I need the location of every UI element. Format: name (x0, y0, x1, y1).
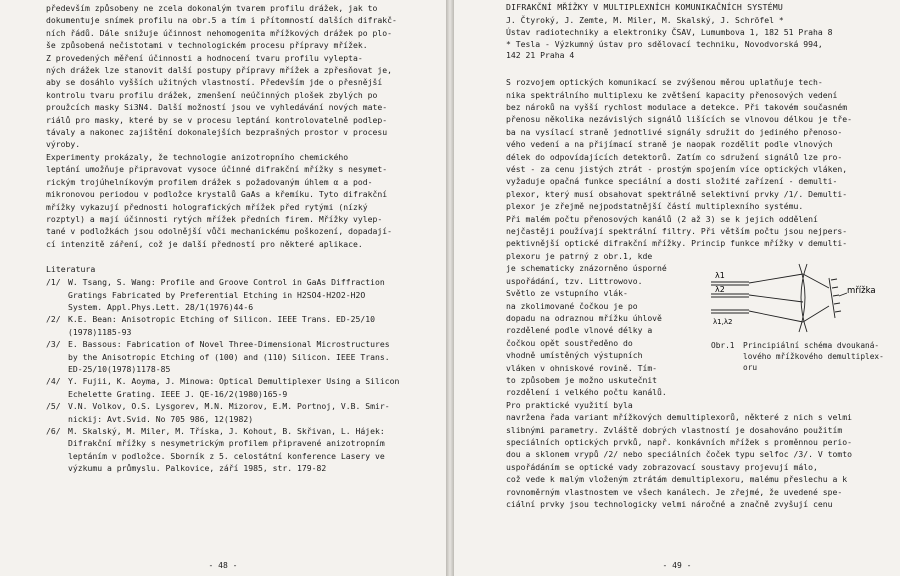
left-paragraph-2: Z provedených měření účinnosti a hodnocení tvaru profilu vylepta- ných drážek lze stanovit další postupy přípravy mřížek a zpřesňovat je, aby se dosáhlo vyšších užitných vlastností. Především jde o přesnější kontrolu tvaru profilu drážek, zmenšení neúčinných plošek zbylých po proužcích masky Si3N4. Další možností jsou ve vyhledávání nových mate- riálů pro masky, které by se v procesu leptání kontrolovatelně podlep- távaly a nakonec zajištění dokonalejších bezprašných prostor v procesu výroby. (46, 52, 392, 150)
left-page (0, 0, 446, 576)
reference-number: /1/ (46, 277, 61, 288)
reference-number: /5/ (46, 401, 61, 412)
lambda12-label: λ1,λ2 (713, 317, 733, 326)
figure-block (506, 250, 890, 399)
right-page-number: - 49 - (662, 561, 692, 570)
lambda1-label: λ1 (715, 270, 725, 280)
right-paragraph-1: S rozvojem optických komunikací se zvýšenou měrou uplatňuje tech- nika spektrálního multiplexu ke zvětšení kapacity přenosových vedení bez nároků na vyšší rychlost modulace a detekce. Při takovém současném přenosu několika nezávislých signálů lišících se vlnovou délkou je tře- ba na vysílací straně jednotlivé signály sdružit do jediného přenoso- vého vedení a na přijímací straně je naopak rozdělit podle vlnových délek do odpovídajících detektorů. Zatím co sdružení signálů lze pro- vést - za cenu jistých ztrát - prostým spojením více optických vláken, vyžaduje opačná funkce speciální a dosti složité zařízení - demulti- plexor, který musí obsahovat spektrálně selektivní prvky /1/. Demulti- plexor je zřejmě nejpodstatnější částí multiplexního systému. (506, 77, 852, 212)
lambda2-label: λ2 (715, 284, 725, 294)
reference-text: Y. Fujii, K. Aoyma, J. Minowa: Optical Demultiplexer Using a Silicon Echelette Grating. IEEE J. QE-16/2(1980)165-9 (68, 376, 400, 399)
figure-caption (711, 340, 886, 373)
caption-text: Principiální schéma dvoukaná- lového mřížkového demultiplex- oru (743, 340, 884, 372)
left-paragraph-3: Experimenty prokázaly, že technologie anizotropního chemického leptání umožňuje připravovat vysoce účinné difrakční mřížky s nesymet- rickým trojúhelníkovým profilem drážek s požadovaným úhlem α a pod- mikronovou periodou v podložce krystalů GaAs a křemíku. Tyto difrakční mřížky vykazují přednosti holografických mřížek před rytými (nízký rozptyl) a mají účinnosti rytých mřížek předních firem. Mřížky vylep- tané v podložkách jsou odolnější vůči mechanickému poškození, dopadají- cí intenzitě záření, což je další předností pro některé aplikace. (46, 151, 392, 249)
reference-text: E. Bassous: Fabrication of Novel Three-Dimensional Microstructures by the Anisotropic Etching of (100) and (110) Silicon. IEEE Trans. ED-25/10(1978)1178-85 (68, 339, 390, 374)
reference-number: /3/ (46, 339, 61, 350)
reference-item (46, 375, 432, 400)
book-gutter (446, 0, 454, 576)
figure-side-text: plexoru je patrný z obr.1, kde je schematicky znázorněno úsporné uspořádání, tzv. Littrowovo. Světlo ze vstupního vlák- na zkolimované čočkou je po dopadu na odraznou mřížku úhlově rozdělené podle vlnové délky a čočkou opět soustředěno do vhodně umístěných výstupních vláken v ohniskové rovině. Tím- to způsobem je možno uskutečnit rozdělení i velkého počtu kanálů. (506, 250, 667, 398)
reference-item (46, 400, 432, 425)
reference-number: /6/ (46, 426, 61, 436)
article-title: DIFRAKČNÍ MŘÍŽKY V MULTIPLEXNÍCH KOMUNIKAČNÍCH SYSTÉMU (506, 2, 783, 12)
right-page (454, 0, 900, 576)
reference-text: K.E. Bean: Anisotropic Etching of Silicon. IEEE Trans. ED-25/10 (1978)1185-93 (68, 314, 375, 337)
reference-item (46, 425, 432, 475)
author-affiliations: J. Čtyroký, J. Zemte, M. Miler, M. Skalský, J. Schröfel * Ústav radiotechniky a elektroniky ČSAV, Lumumbova 1, 182 51 Praha 8 * Tesla - Výzkumný ústav pro sdělovací techniku, Novodvorská 994, 142 21 Praha 4 (506, 15, 833, 61)
reference-number: /4/ (46, 376, 61, 387)
grating-label: mřížka (847, 285, 876, 296)
right-paragraph-2: Při malém počtu přenosových kanálů (2 až 3) se k jejich oddělení nejčastěji používají spektrální filtry. Při větším počtu jsou nejpers- pektivnější optické difrakční mřížky. Princip funkce mřížky v demulti- (506, 213, 848, 249)
reference-text: V.N. Volkov, O.S. Lysgorev, M.N. Mizorov, E.M. Portnoj, V.B. Smir- nickij: Avt.Svid. No 705 986, 12(1982) (68, 401, 390, 424)
left-paragraph-1: především způsobeny ne zcela dokonalým tvarem profilu drážek, jak to dokumentuje snímek profilu na obr.5 a tím i přítomností dalších difrakč- ních řádů. Dále snižuje účinnost nehomogenita mřížkových drážek po plo- še způsobená nečistotami v technologickém procesu přípravy mřížek. (46, 3, 397, 51)
reference-item (46, 313, 432, 338)
figure-1 (711, 250, 886, 399)
reference-item (46, 276, 432, 313)
reference-text: M. Skalský, M. Miler, M. Tříska, J. Kohout, B. Skřivan, L. Hájek: Difrakční mřížky s nesymetrickým profilem připravené anizotropním leptáním v podložce. Sborník z 5. celostátní konference Lasery ve výzkumu a průmyslu. Palkovice, září 1985, str. 179-82 (68, 426, 385, 474)
caption-label: Obr.1 (711, 340, 735, 350)
right-paragraph-3: Pro praktické využití byla navržena řada variant mřížkových demultiplexorů, některé z nich s velmi slibnými parametry. Zvláště dobrých vlastností je dosahováno použitím speciálních optických prvků, např. konkávních mřížek s proměnnou perio- dou a sklonem vrypů /2/ nebo speciálních čoček typu selfoc /3/. V tomto uspořádáním se optické vady zobrazovací soustavy projevují málo, což vede k malým vloženým ztrátám demultiplexoru, malému přeslechu a k rovnoměrným vlastnostem ve všech kanálech. Je zřejmé, že uvedené spe- ciální prvky jsou technologicky velmi náročné a značně zvyšují cenu (506, 399, 852, 509)
left-page-number: - 48 - (208, 561, 238, 570)
reference-text: W. Tsang, S. Wang: Profile and Groove Control in GaAs Diffraction Gratings Fabricated by Preferential Etching in H2SO4-H2O2-H2O System. Appl.Phys.Lett. 28/1(1976)44-6 (68, 277, 385, 312)
reference-number: /2/ (46, 314, 61, 325)
reference-list (46, 276, 432, 475)
demultiplexer-diagram (711, 256, 881, 338)
reference-item (46, 338, 432, 375)
literature-heading: Literatura (46, 264, 96, 275)
